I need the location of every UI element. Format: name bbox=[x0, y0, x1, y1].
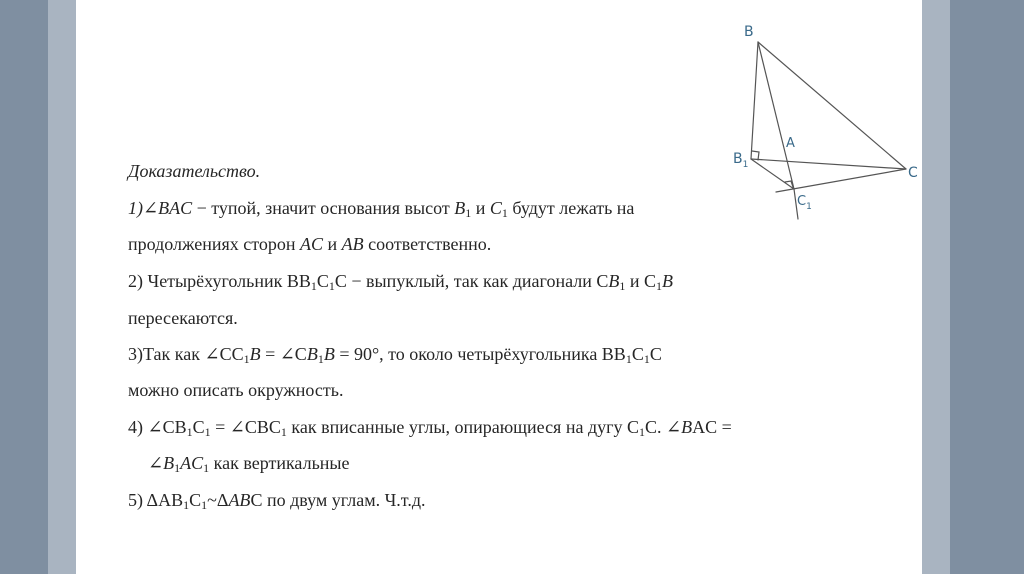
proof-line-9: 5) $\Delta AB_1C_1\sim\Delta ABC$ по двум углам. Ч.т.д. bbox=[128, 490, 426, 512]
proof-line-7: 4) $\angle CB_1C_1$ = $\angle CBC_1$ как вписанные углы, опирающиеся на дугу $C_1C$. ∠BAC = bbox=[128, 417, 732, 439]
left-inner-band bbox=[48, 0, 76, 574]
proof-line-4: пересекаются. bbox=[128, 308, 238, 328]
proof-line-6: можно описать окружность. bbox=[128, 380, 344, 400]
right-inner-band bbox=[922, 0, 950, 574]
triangle-sketch bbox=[718, 14, 924, 234]
segment-bb1 bbox=[751, 42, 758, 159]
label-b: B bbox=[744, 24, 754, 40]
proof-line-2: продолжениях сторон AC и AB соответственно. bbox=[128, 234, 492, 254]
right-outer-band bbox=[950, 0, 1024, 574]
left-outer-band bbox=[0, 0, 48, 574]
proof-line-3: 2) Четырёхугольник $BB_1C_1C$ − выпуклый, так как диагонали $CB_1$ и $C_1B$ bbox=[128, 271, 673, 293]
segment-bc bbox=[758, 42, 906, 169]
proof-line-5: 3)Так как $\angle CC_1B$ = $\angle CB_1B = 90^\circ$, то около четырёхугольника $BB_1C_1C$ bbox=[128, 344, 662, 366]
label-c: C bbox=[908, 165, 918, 181]
segment-b1c bbox=[751, 159, 906, 169]
label-a: A bbox=[786, 136, 795, 151]
segment-cc1 bbox=[776, 169, 906, 192]
proof-heading: Доказательство. bbox=[128, 161, 261, 181]
label-b1: $B_1$ bbox=[733, 151, 749, 170]
label-c1: $C_1$ bbox=[797, 194, 812, 212]
proof-line-8: $\angle B_1AC_1$ как вертикальные bbox=[148, 453, 350, 475]
proof-line-1: 1)∠BAC − тупой, значит основания высот $B_1$ и $C_1$ будут лежать на bbox=[128, 198, 635, 220]
